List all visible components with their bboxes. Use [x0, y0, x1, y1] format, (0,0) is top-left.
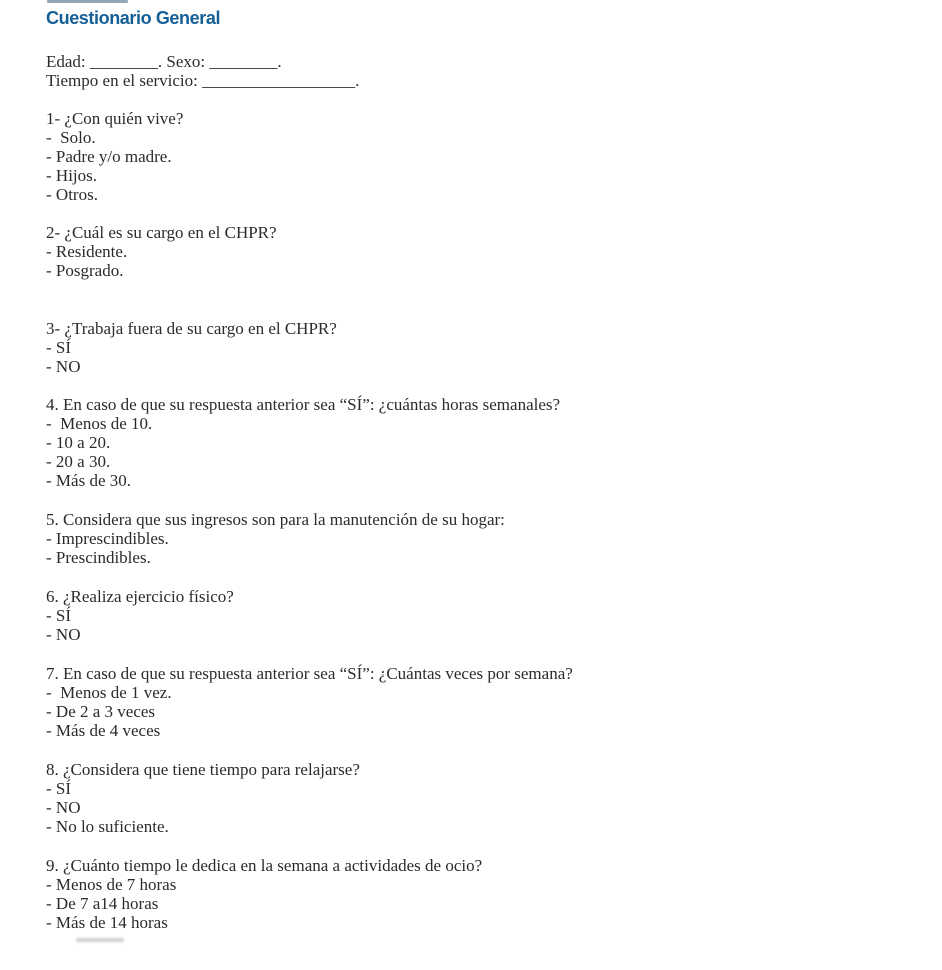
question-option: - NO: [46, 798, 81, 817]
question-option: - Hijos.: [46, 166, 97, 185]
field-time-in-service: Tiempo en el servicio: __________________.: [46, 71, 360, 90]
cropped-content-fragment-bottom: [76, 938, 124, 942]
question-option: - Menos de 7 horas: [46, 875, 177, 894]
question-option: - No lo suficiente.: [46, 817, 169, 836]
question-option: - Posgrado.: [46, 261, 124, 280]
question-block-2: [46, 223, 912, 280]
question-option: - Menos de 10.: [46, 414, 153, 433]
question-option: - Residente.: [46, 242, 128, 261]
question-option: - 20 a 30.: [46, 452, 111, 471]
document-content: [46, 0, 912, 932]
question-block-7: [46, 664, 912, 740]
question-option: - Solo.: [46, 128, 96, 147]
question-option: - Padre y/o madre.: [46, 147, 172, 166]
question-block-9: [46, 856, 912, 932]
question-option: - De 2 a 3 veces: [46, 702, 156, 721]
question-block-8: [46, 760, 912, 836]
page-title: Cuestionario General: [46, 8, 221, 28]
question-option: - 10 a 20.: [46, 433, 111, 452]
question-option: - Imprescindibles.: [46, 529, 169, 548]
question-text: 3- ¿Trabaja fuera de su cargo en el CHPR?: [46, 319, 337, 338]
question-option: - Prescindibles.: [46, 548, 151, 567]
question-option: - Otros.: [46, 185, 98, 204]
question-option: - Más de 14 horas: [46, 913, 168, 932]
question-text: 9. ¿Cuánto tiempo le dedica en la semana a actividades de ocio?: [46, 856, 483, 875]
question-text: 5. Considera que sus ingresos son para la manutención de su hogar:: [46, 510, 505, 529]
question-option: - Más de 30.: [46, 471, 131, 490]
question-option: - De 7 a14 horas: [46, 894, 159, 913]
intro-fields: [46, 52, 912, 90]
question-text: 7. En caso de que su respuesta anterior sea “SÍ”: ¿Cuántas veces por semana?: [46, 664, 573, 683]
question-text: 8. ¿Considera que tiene tiempo para relajarse?: [46, 760, 360, 779]
question-option: - SÍ: [46, 338, 72, 357]
question-block-4: [46, 395, 912, 490]
question-text: 2- ¿Cuál es su cargo en el CHPR?: [46, 223, 277, 242]
question-text: 1- ¿Con quién vive?: [46, 109, 184, 128]
question-option: - SÍ: [46, 606, 72, 625]
question-block-3: [46, 319, 912, 376]
question-option: - Menos de 1 vez.: [46, 683, 172, 702]
question-text: 4. En caso de que su respuesta anterior sea “SÍ”: ¿cuántas horas semanales?: [46, 395, 561, 414]
question-option: - Más de 4 veces: [46, 721, 161, 740]
question-option: - SÍ: [46, 779, 72, 798]
question-block-6: [46, 587, 912, 644]
question-block-1: [46, 109, 912, 204]
field-age-sex: Edad: ________. Sexo: ________.: [46, 52, 282, 71]
question-block-5: [46, 510, 912, 567]
question-text: 6. ¿Realiza ejercicio físico?: [46, 587, 234, 606]
question-option: - NO: [46, 357, 81, 376]
question-option: - NO: [46, 625, 81, 644]
